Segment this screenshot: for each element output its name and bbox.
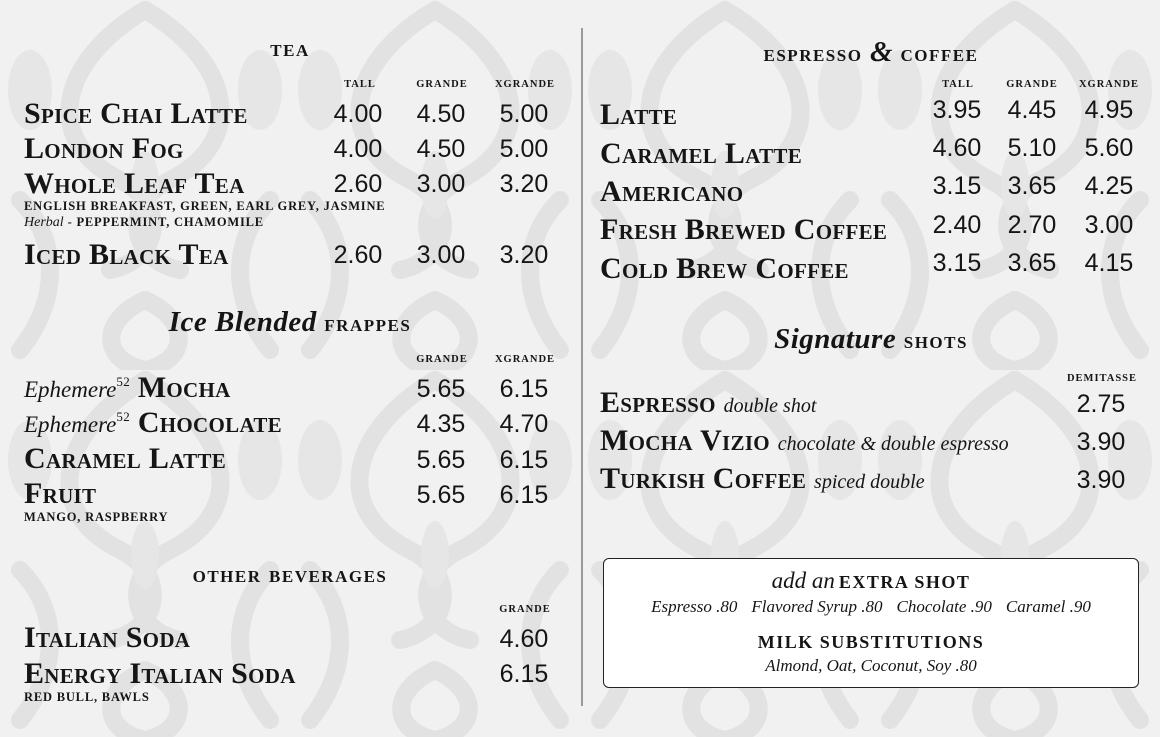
tea-price: 3.20 — [499, 170, 549, 198]
shot-item-mocha-vizio — [600, 426, 1009, 456]
coffee-price: 3.15 — [932, 172, 982, 200]
ephemere-label: Ephemere — [24, 377, 117, 402]
energy-options: RED BULL, BAWLS — [24, 690, 150, 704]
coffee-price: 4.45 — [1007, 96, 1057, 124]
tea-price: 5.00 — [499, 100, 549, 128]
coffee-price: 4.95 — [1084, 96, 1134, 124]
tea-price: 3.00 — [416, 241, 466, 269]
shots-title-caps: shots — [903, 328, 968, 354]
shot-name: Mocha Vizio — [600, 424, 770, 457]
herbal-note: - PEPPERMINT, CHAMOMILE — [63, 215, 264, 229]
other-beverages-title: other beverages — [192, 562, 388, 588]
extra-option: Flavored Syrup .80 — [751, 597, 883, 616]
espresso-header-tall: TALL — [942, 79, 974, 90]
frappes-title — [0, 306, 580, 339]
herbal-varieties — [24, 216, 264, 230]
shot-price: 2.75 — [1076, 390, 1126, 418]
frappes-header-xgrande: XGRANDE — [494, 354, 556, 365]
tea-price: 3.00 — [416, 170, 466, 198]
shot-desc: spiced double — [814, 471, 925, 493]
tea-price: 4.00 — [333, 135, 383, 163]
frappe-price: 6.15 — [499, 481, 549, 509]
espresso-title-left: espresso — [763, 41, 863, 67]
tea-header-tall: TALL — [344, 79, 376, 90]
tea-header-grande: GRANDE — [416, 79, 468, 90]
espresso-coffee-title — [582, 36, 1160, 69]
milk-options: Almond, Oat, Coconut, Soy .80 — [765, 656, 977, 675]
shot-name: Turkish Coffee — [600, 462, 807, 495]
ephemere-sup: 52 — [116, 409, 130, 424]
shots-title-italic: Signature — [774, 323, 897, 355]
frappe-price: 4.70 — [499, 410, 549, 438]
coffee-price: 2.40 — [932, 211, 982, 239]
shot-item-espresso — [600, 388, 816, 418]
shot-item-turkish-coffee — [600, 464, 925, 494]
shot-price: 3.90 — [1076, 428, 1126, 456]
coffee-price: 3.00 — [1084, 211, 1134, 239]
tea-price: 4.00 — [333, 100, 383, 128]
frappe-item-mocha — [24, 373, 231, 403]
other-item-energy-italian-soda: Energy Italian Soda — [24, 657, 296, 690]
frappe-price: 5.65 — [416, 481, 466, 509]
other-header-grande: GRANDE — [499, 604, 551, 615]
espresso-header-xgrande: XGRANDE — [1078, 79, 1140, 90]
tea-header-xgrande: XGRANDE — [494, 79, 556, 90]
milk-substitutions-title: MILK SUBSTITUTIONS — [757, 632, 985, 652]
frappes-header-grande: GRANDE — [416, 354, 468, 365]
espresso-header-grande: GRANDE — [1006, 79, 1058, 90]
frappes-title-italic: Ice Blended — [168, 306, 317, 338]
shot-desc: chocolate & double espresso — [777, 433, 1009, 455]
whole-leaf-varieties: ENGLISH BREAKFAST, GREEN, EARL GREY, JASMINE — [24, 199, 386, 213]
frappe-price: 6.15 — [499, 375, 549, 403]
coffee-item-caramel-latte: Caramel Latte — [600, 137, 803, 170]
tea-price: 3.20 — [499, 241, 549, 269]
coffee-price: 3.95 — [932, 96, 982, 124]
coffee-price: 5.60 — [1084, 134, 1134, 162]
tea-item-london-fog: London Fog — [24, 132, 184, 165]
coffee-price: 4.15 — [1084, 249, 1134, 277]
extras-box — [603, 558, 1139, 688]
tea-price: 5.00 — [499, 135, 549, 163]
coffee-price: 3.65 — [1007, 249, 1057, 277]
coffee-item-latte: Latte — [600, 98, 678, 131]
coffee-price: 5.10 — [1007, 134, 1057, 162]
coffee-item-americano: Americano — [600, 175, 744, 208]
frappe-price: 5.65 — [416, 446, 466, 474]
other-price: 6.15 — [499, 660, 549, 688]
espresso-title-right: coffee — [900, 41, 979, 67]
tea-price: 2.60 — [333, 241, 383, 269]
coffee-price: 3.15 — [932, 249, 982, 277]
frappe-price: 5.65 — [416, 375, 466, 403]
other-price: 4.60 — [499, 625, 549, 653]
coffee-price: 2.70 — [1007, 211, 1057, 239]
extra-option: Caramel .90 — [1005, 597, 1091, 616]
tea-price: 4.50 — [416, 135, 466, 163]
extra-options — [604, 597, 1138, 617]
tea-item-iced-black-tea: Iced Black Tea — [24, 238, 229, 271]
frappes-title-caps: frappes — [324, 311, 412, 337]
frappe-name: Mocha — [137, 371, 231, 404]
extra-shot-heading — [604, 568, 1138, 594]
shot-price: 3.90 — [1076, 466, 1126, 494]
herbal-label: Herbal — [24, 215, 64, 230]
tea-title: tea — [270, 36, 310, 62]
coffee-item-cold-brew-coffee: Cold Brew Coffee — [600, 252, 849, 285]
coffee-price: 3.65 — [1007, 172, 1057, 200]
frappe-price: 4.35 — [416, 410, 466, 438]
extra-shot-label: EXTRA SHOT — [838, 572, 971, 592]
frappe-item-fruit: Fruit — [24, 477, 97, 510]
frappe-item-chocolate — [24, 408, 282, 438]
fruit-flavors: MANGO, RASPBERRY — [24, 510, 169, 524]
coffee-price: 4.25 — [1084, 172, 1134, 200]
signature-shots-title — [582, 323, 1160, 356]
ephemere-sup: 52 — [116, 374, 130, 389]
add-an-label: add an — [771, 568, 835, 593]
tea-item-spice-chai-latte: Spice Chai Latte — [24, 97, 248, 130]
tea-item-whole-leaf-tea: Whole Leaf Tea — [24, 167, 245, 200]
coffee-price: 4.60 — [932, 134, 982, 162]
extra-option: Chocolate .90 — [896, 597, 992, 616]
ampersand: & — [869, 36, 894, 68]
shot-name: Espresso — [600, 386, 716, 419]
other-item-italian-soda: Italian Soda — [24, 621, 191, 654]
shot-desc: double shot — [723, 395, 817, 417]
coffee-item-fresh-brewed-coffee: Fresh Brewed Coffee — [600, 213, 888, 246]
extra-option: Espresso .80 — [651, 597, 738, 616]
tea-price: 4.50 — [416, 100, 466, 128]
frappe-item-caramel-latte: Caramel Latte — [24, 442, 227, 475]
ephemere-label: Ephemere — [24, 412, 117, 437]
shots-header-demitasse: DEMITASSE — [1066, 373, 1138, 384]
tea-price: 2.60 — [333, 170, 383, 198]
frappe-price: 6.15 — [499, 446, 549, 474]
frappe-name: Chocolate — [137, 406, 282, 439]
